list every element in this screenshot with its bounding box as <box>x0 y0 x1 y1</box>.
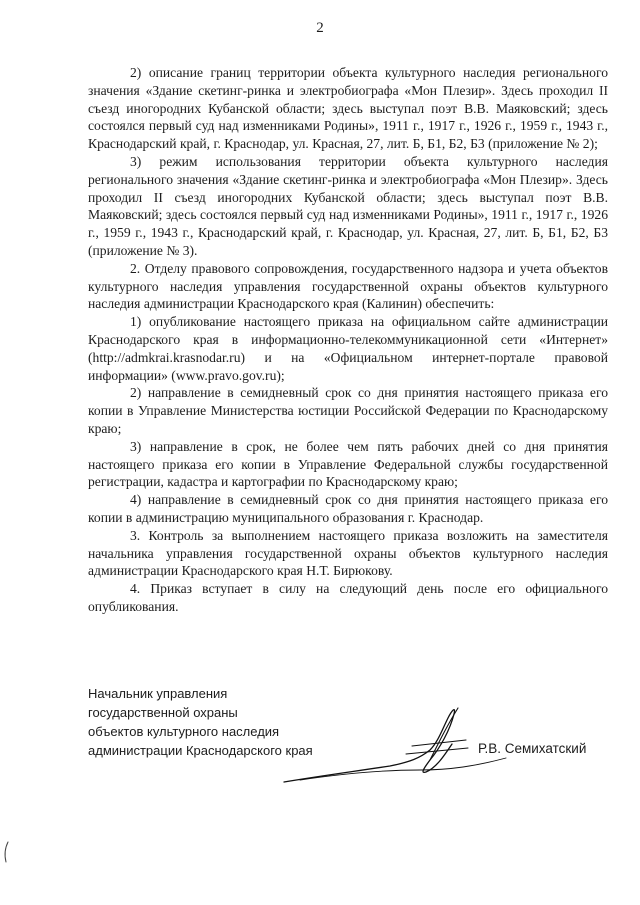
signatory-title-line: Начальник управления <box>88 686 228 701</box>
handwritten-signature <box>280 700 510 790</box>
paragraph-control: 3. Контроль за выполнением настоящего приказа возложить на заместителя начальника управления государственной охраны объектов культурного наследия администрации Краснодарского края Н.Т. Бирюкову. <box>88 527 608 579</box>
paragraph-municipality-copy: 4) направление в семидневный срок со дня принятия настоящего приказа его копии в администрацию муниципального образования г. Краснодар. <box>88 492 608 525</box>
paragraph-legal-department-duties: 2. Отделу правового сопровождения, государственного надзора и учета объектов культурного наследия управления государственной охраны объектов культурного наследия администрации Краснодарского края (Калинин) обеспечить: <box>88 260 608 312</box>
document-body <box>88 64 608 616</box>
paragraph-ministry-of-justice-copy: 2) направление в семидневный срок со дня принятия настоящего приказа его копии в Управление Министерства юстиции Российской Федерации по Краснодарскому краю; <box>88 385 608 436</box>
margin-pen-mark <box>2 840 12 864</box>
paragraph-boundaries-description: 2) описание границ территории объекта культурного наследия регионального значения «Здание скетинг-ринка и электробиографа «Мон Плезир». Здесь проходил II съезд иногородних Кубанской области; здесь выступал поэт В.В. Маяковский; здесь состоялся первый суд над изменниками Родины», 1911 г., 1917 г., 1926 г., 1959 г., 1943 г., Краснодарский край, г. Краснодар, ул. Красная, 27, лит. Б, Б1, Б2, Б3 (приложение № 2); <box>88 65 608 152</box>
signatory-title-line: объектов культурного наследия <box>88 724 280 739</box>
paragraph-effective-date: 4. Приказ вступает в силу на следующий день после его официального опубликования. <box>88 581 608 614</box>
signer-name: Р.В. Семихатский <box>478 741 587 756</box>
signatory-title-line: администрации Краснодарского края <box>88 743 313 758</box>
signatory-title <box>88 684 313 760</box>
paragraph-registration-service-copy: 3) направление в срок, не более чем пять рабочих дней со дня принятия настоящего приказа его копии в Управление Федеральной службы государственной регистрации, кадастра и картографии по Краснодарскому краю; <box>88 438 608 490</box>
signatory-title-line: государственной охраны <box>88 705 238 720</box>
page-number: 2 <box>316 20 324 36</box>
paragraph-publication: 1) опубликование настоящего приказа на официальном сайте администрации Краснодарского края в информационно-телекоммуникационной сети «Интернет» (http://admkrai.krasnodar.ru) и на «Официальном интернет-портале правовой информации» (www.pravo.gov.ru); <box>88 314 608 383</box>
paragraph-territory-use-regime: 3) режим использования территории объекта культурного наследия регионального значения «Здание скетинг-ринка и электробиографа «Мон Плезир». Здесь проходил II съезд иногородних Кубанской области; здесь выступал поэт В.В. Маяковский; здесь состоялся первый суд над изменниками Родины», 1911 г., 1917 г., 1926 г., 1959 г., 1943 г., Краснодарский край, г. Краснодар, ул. Красная, 27, лит. Б, Б1, Б2, Б3 (приложение № 3). <box>88 153 608 258</box>
